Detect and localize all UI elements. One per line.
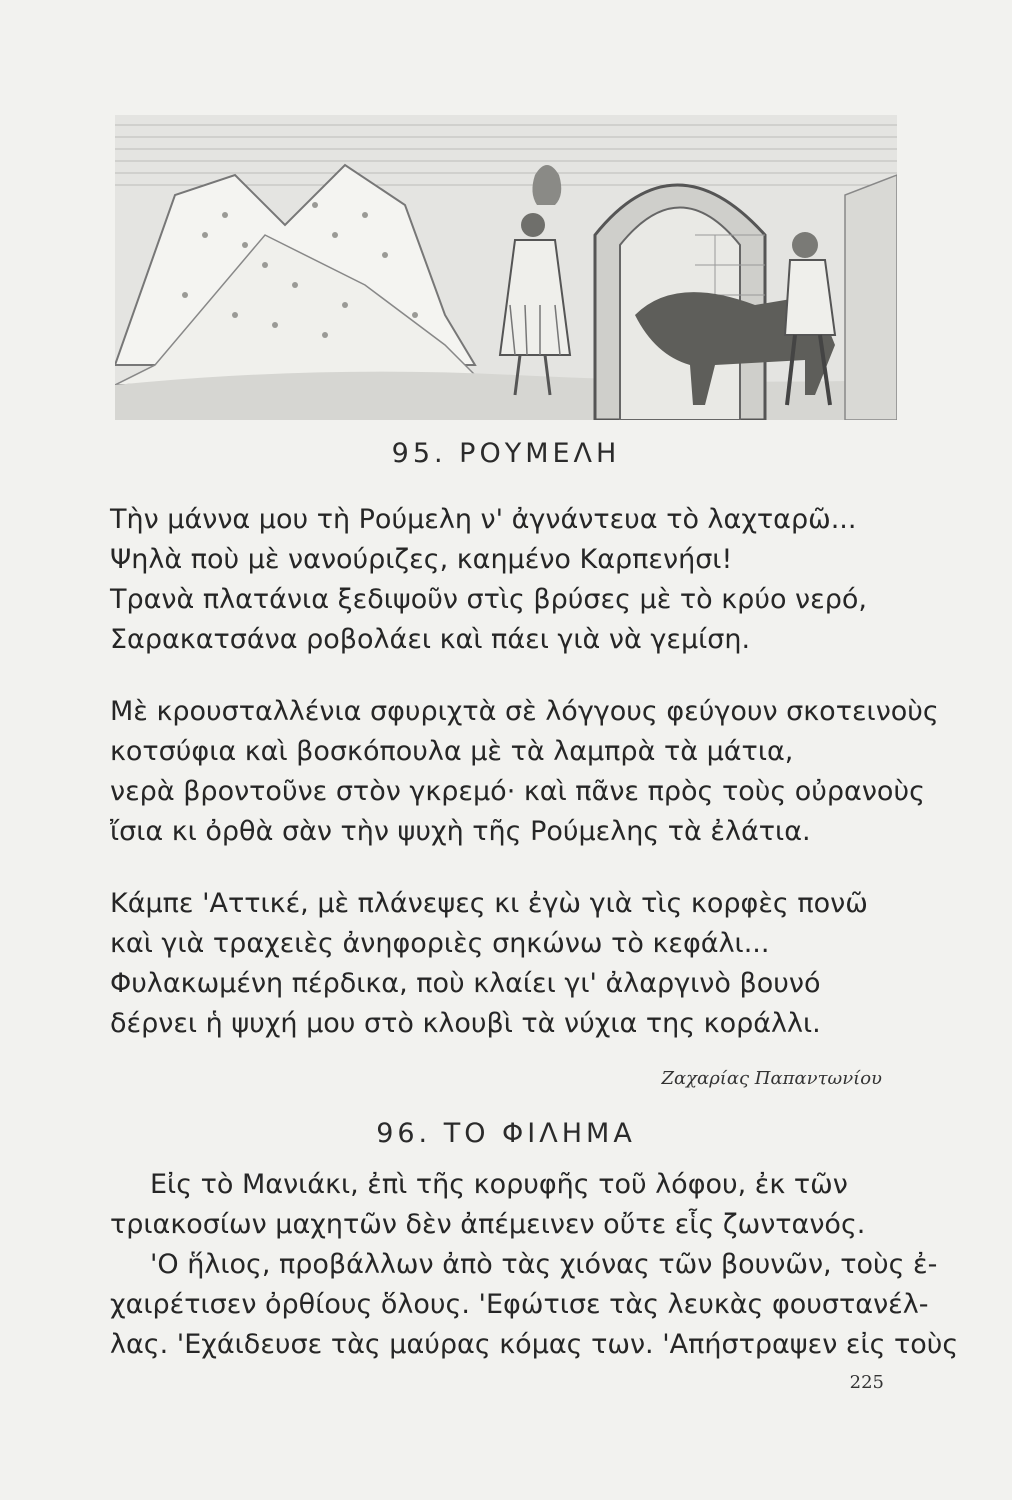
- poem-line: καὶ γιὰ τραχειὲς ἀνηφοριὲς σηκώνω τὸ κεφάλι...: [110, 928, 770, 959]
- poem-line: ἴσια κι ὀρθὰ σὰν τὴν ψυχὴ τῆς Ρούμελης τὰ ἐλάτια.: [110, 816, 811, 847]
- poem-line: Φυλακωμένη πέρδικα, ποὺ κλαίει γι' ἀλαργινὸ βουνό: [110, 968, 821, 999]
- prose-line: 'Ο ἥλιος, προβάλλων ἀπὸ τὰς χιόνας τῶν βουνῶν, τοὺς ἐ-: [150, 1249, 938, 1280]
- prose-line: τριακοσίων μαχητῶν δὲν ἀπέμεινεν οὔτε εἷς ζωντανός.: [110, 1209, 866, 1240]
- poem-body: [110, 500, 939, 1076]
- page-number: 225: [849, 1372, 884, 1393]
- stanza: [110, 692, 939, 852]
- prose-line: λας. 'Εχάιδευσε τὰς μαύρας κόμας των. 'Απήστραψεν εἰς τοὺς: [110, 1329, 959, 1360]
- poem-line: Τρανὰ πλατάνια ξεδιψοῦν στὶς βρύσες μὲ τὸ κρύο νερό,: [110, 584, 867, 615]
- poem-line: Κάμπε 'Αττικέ, μὲ πλάνεψες κι ἐγὼ γιὰ τὶς κορφὲς πονῶ: [110, 888, 868, 919]
- section-heading: 96. ΤΟ ΦΙΛΗΜΑ: [376, 1118, 636, 1149]
- illustration-drawing: [115, 115, 897, 420]
- poem-heading: 95. ΡΟΥΜΕΛΗ: [391, 438, 621, 469]
- prose-body: [110, 1165, 959, 1365]
- poem-line: Μὲ κρουσταλλένια σφυριχτὰ σὲ λόγγους φεύγουν σκοτεινοὺς: [110, 696, 939, 727]
- stanza: [110, 500, 910, 660]
- poem-line: Ψηλὰ ποὺ μὲ νανούριζες, καημένο Καρπενήσι!: [110, 544, 733, 575]
- poem-line: δέρνει ἡ ψυχή μου στὸ κλουβὶ τὰ νύχια της κοράλλι.: [110, 1008, 821, 1039]
- prose-line: Εἰς τὸ Μανιάκι, ἐπὶ τῆς κορυφῆς τοῦ λόφου, ἐκ τῶν: [150, 1169, 848, 1200]
- village-fountain-illustration: [115, 115, 897, 420]
- prose-line: χαιρέτισεν ὀρθίους ὅλους. 'Εφώτισε τὰς λευκὰς φουστανέλ-: [110, 1289, 929, 1320]
- stanza: [110, 884, 910, 1044]
- poem-line: κοτσύφια καὶ βοσκόπουλα μὲ τὰ λαμπρὰ τὰ μάτια,: [110, 736, 794, 767]
- poem-line: Σαρακατσάνα ροβολάει καὶ πάει γιὰ νὰ γεμίση.: [110, 624, 751, 655]
- poem-line: Τὴν μάννα μου τὴ Ρούμελη ν' ἀγνάντευα τὸ λαχταρῶ...: [110, 504, 857, 535]
- poem-line: νερὰ βροντοῦνε στὸν γκρεμό· καὶ πᾶνε πρὸς τοὺς οὐρανοὺς: [110, 776, 925, 807]
- poem-author: Ζαχαρίας Παπαντωνίου: [661, 1068, 882, 1089]
